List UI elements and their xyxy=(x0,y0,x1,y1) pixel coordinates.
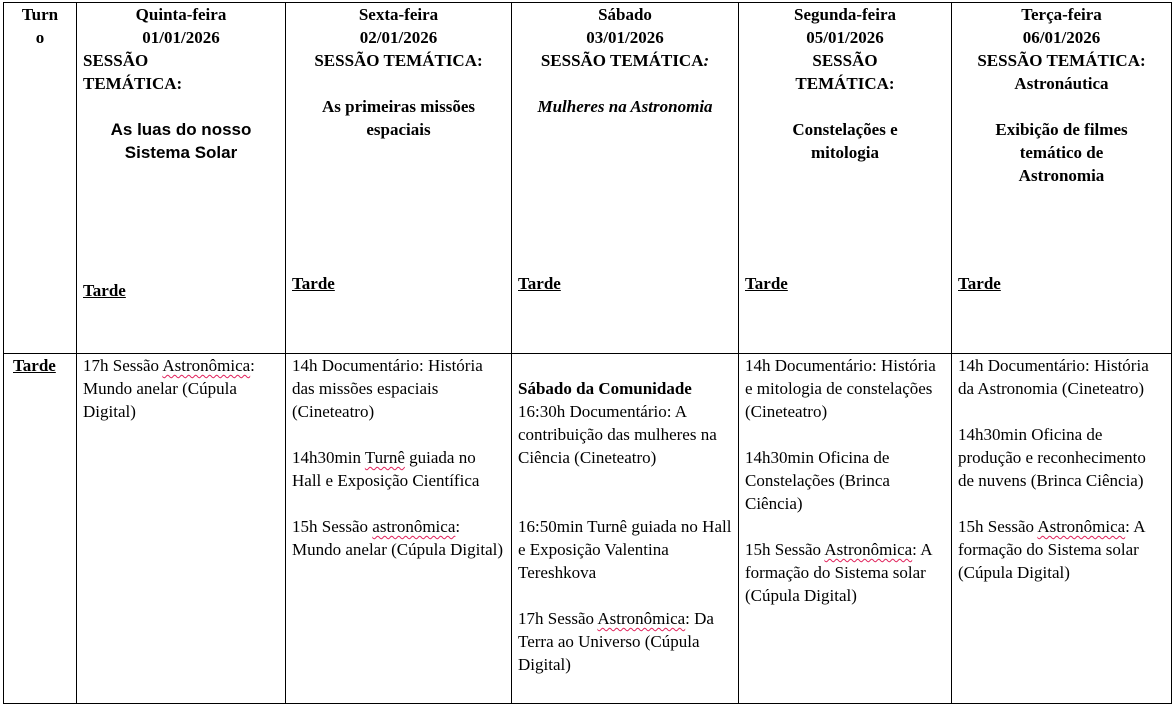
shift-label: Tarde xyxy=(518,274,561,293)
weekday: Sábado xyxy=(598,5,652,24)
day-header-thursday xyxy=(77,3,286,354)
turno-header-cell xyxy=(4,3,77,354)
session-label: SESSÃO TEMÁTICA xyxy=(540,51,704,70)
day-header-friday xyxy=(286,3,512,354)
session-theme: As primeiras missões espaciais xyxy=(322,97,475,139)
day-header-saturday xyxy=(512,3,739,354)
session-label: SESSÃO TEMÁTICA: xyxy=(977,51,1146,70)
afternoon-row xyxy=(4,354,1172,704)
session-theme-secondary: Exibição de filmes temático de Astronomia xyxy=(995,120,1128,185)
shift-label: Tarde xyxy=(745,274,788,293)
weekday: Sexta-feira xyxy=(358,5,439,24)
community-title: Sábado da Comunidade xyxy=(518,379,692,398)
activity-item: 17h Sessão Astronômica: Da Terra ao Universo (Cúpula Digital) xyxy=(518,609,714,674)
shift-label: Tarde xyxy=(83,281,126,300)
session-theme: Mulheres na Astronomia xyxy=(537,97,713,116)
activity-item: 14h Documentário: História e mitologia de constelações (Cineteatro) xyxy=(745,356,936,421)
schedule-table xyxy=(3,2,1172,704)
weekday: Terça-feira xyxy=(1021,5,1102,24)
shift-label: Tarde xyxy=(958,274,1001,293)
row-label: Tarde xyxy=(13,356,56,375)
date: 01/01/2026 xyxy=(142,28,220,47)
activities-tuesday xyxy=(952,354,1172,704)
session-theme: As luas do nosso Sistema Solar xyxy=(110,120,252,162)
session-label: SESSÃO TEMÁTICA: xyxy=(314,51,483,70)
activity-item: 14h30min Turnê guiada no Hall e Exposição Científica xyxy=(292,448,480,490)
day-header-monday xyxy=(739,3,952,354)
date: 05/01/2026 xyxy=(806,28,884,47)
date: 03/01/2026 xyxy=(586,28,664,47)
activity-item: 14h Documentário: História da Astronomia (Cineteatro) xyxy=(958,356,1149,398)
activity-item: 15h Sessão Astronômica: A formação do Sistema solar (Cúpula Digital) xyxy=(745,540,932,605)
turno-header: Turno xyxy=(21,5,59,47)
activity-item: 17h Sessão Astronômica: Mundo anelar (Cúpula Digital) xyxy=(83,356,255,421)
activity-item: 16:50min Turnê guiada no Hall e Exposição Valentina Tereshkova xyxy=(518,517,732,582)
activity-item: 15h Sessão astronômica: Mundo anelar (Cúpula Digital) xyxy=(292,517,504,559)
session-label: SESSÃO TEMÁTICA: xyxy=(795,51,895,93)
date: 02/01/2026 xyxy=(359,28,438,47)
activities-friday xyxy=(286,354,512,704)
activities-thursday xyxy=(77,354,286,704)
session-colon: : xyxy=(703,51,710,70)
session-theme: Constelações e mitologia xyxy=(792,120,898,162)
activity-item: 14h30min Oficina de Constelações (Brinca Ciência) xyxy=(745,448,890,513)
activity-item: 14h Documentário: História das missões espaciais (Cineteatro) xyxy=(292,356,483,421)
shift-label: Tarde xyxy=(292,274,335,293)
session-label: SESSÃO TEMÁTICA: xyxy=(83,51,183,93)
activities-monday xyxy=(739,354,952,704)
weekday: Segunda-feira xyxy=(794,5,896,24)
activity-item: 15h Sessão Astronômica: A formação do Sistema solar (Cúpula Digital) xyxy=(958,517,1145,582)
session-theme: Astronáutica xyxy=(1014,74,1109,93)
weekday: Quinta-feira xyxy=(135,5,227,24)
row-label-cell xyxy=(4,354,77,704)
header-row xyxy=(4,3,1172,354)
activity-item: 14h30min Oficina de produção e reconhecimento de nuvens (Brinca Ciência) xyxy=(958,425,1146,490)
activities-saturday xyxy=(512,354,739,704)
day-header-tuesday xyxy=(952,3,1172,354)
activity-item: 16:30h Documentário: A contribuição das mulheres na Ciência (Cineteatro) xyxy=(518,402,717,467)
date: 06/01/2026 xyxy=(1022,28,1101,47)
